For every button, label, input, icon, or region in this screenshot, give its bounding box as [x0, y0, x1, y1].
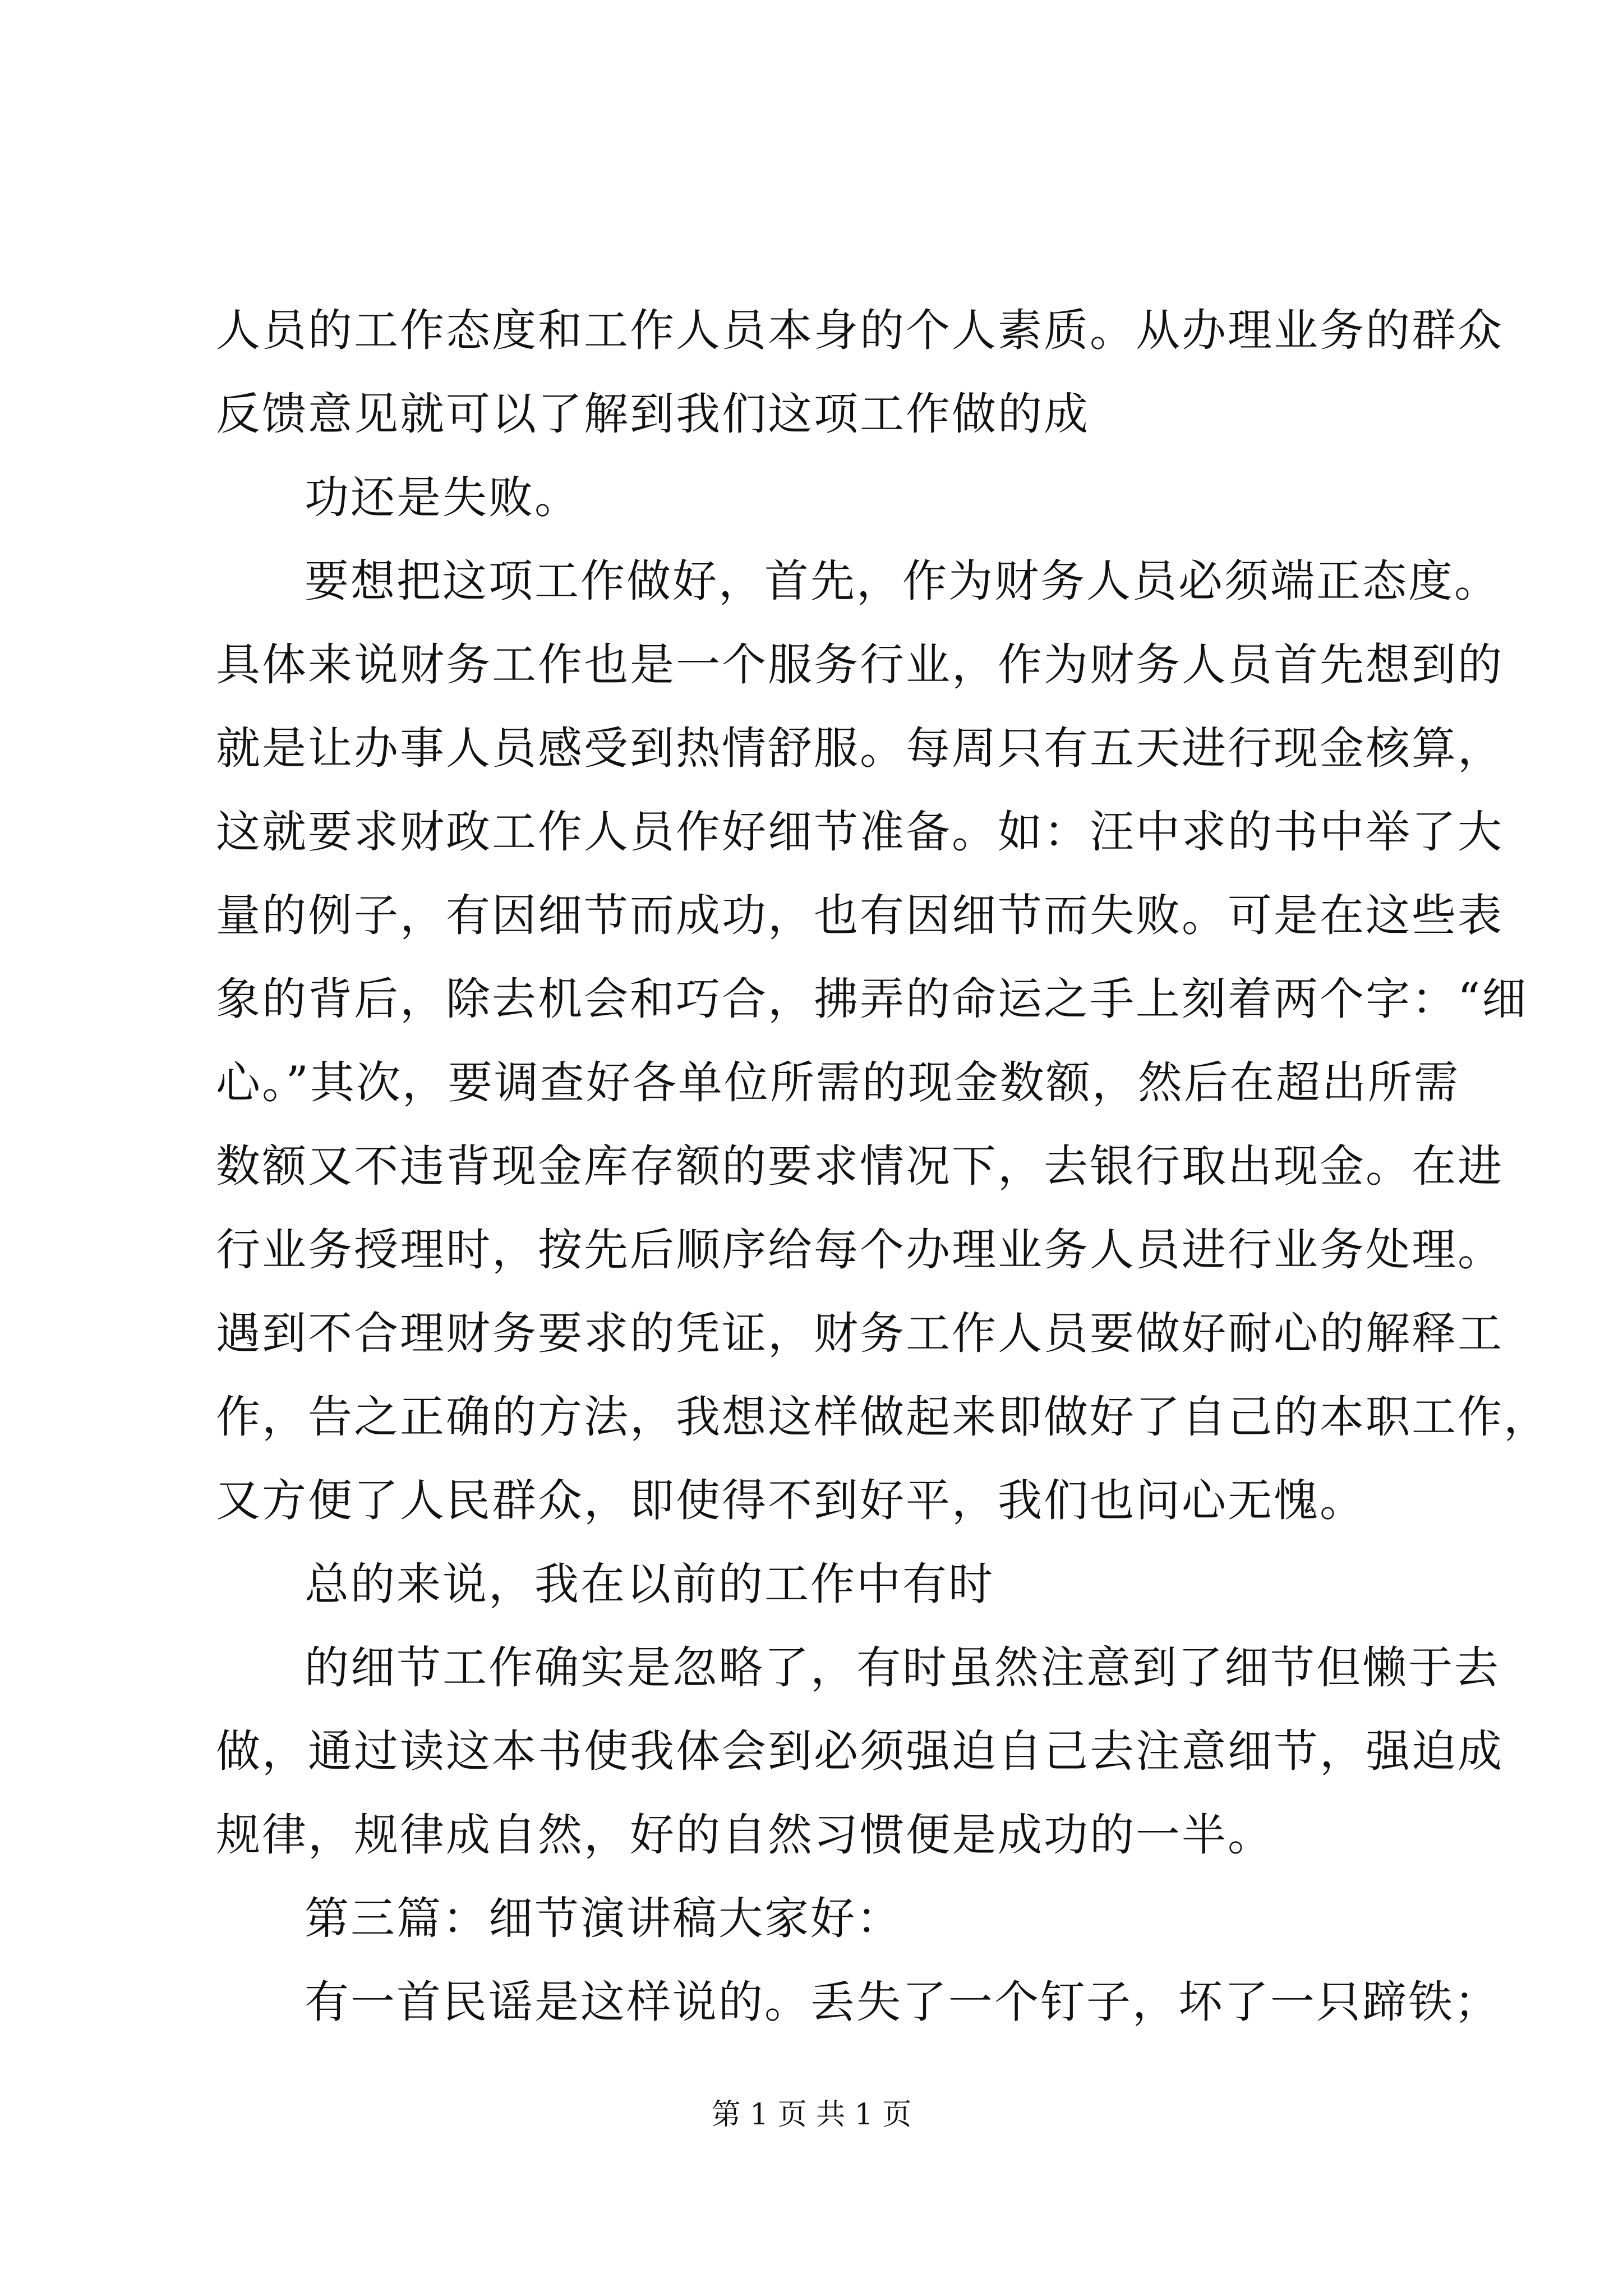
text-line: 作，告之正确的方法，我想这样做起来即做好了自己的本职工作， — [216, 1391, 1550, 1443]
text-line: 数额又不违背现金库存额的要求情况下，去银行取出现金。在进 — [216, 1140, 1504, 1192]
text-line: 行业务授理时，按先后顺序给每个办理业务人员进行业务处理。 — [216, 1224, 1504, 1276]
text-line: 这就要求财政工作人员作好细节准备。如：汪中求的书中举了大 — [216, 806, 1504, 858]
text-line: 象的背后，除去机会和巧合，拂弄的命运之手上刻着两个字：“细 — [216, 973, 1528, 1025]
text-line: 又方便了人民群众，即使得不到好平，我们也问心无愧。 — [216, 1475, 1366, 1526]
text-line: 功还是失败。 — [305, 472, 580, 523]
section-heading: 第三篇：细节演讲稿大家好： — [305, 1893, 902, 1944]
text-line: 的细节工作确实是忽略了，有时虽然注意到了细节但懒于去 — [305, 1642, 1500, 1694]
text-line: 遇到不合理财务要求的凭证，财务工作人员要做好耐心的解释工 — [216, 1308, 1504, 1359]
document-body — [216, 289, 1550, 2044]
text-line: 量的例子，有因细节而成功，也有因细节而失败。可是在这些表 — [216, 890, 1504, 941]
text-line: 做，通过读这本书使我体会到必须强迫自己去注意细节，强迫成 — [216, 1726, 1504, 1777]
text-line: 总的来说，我在以前的工作中有时 — [305, 1558, 994, 1610]
text-line: 具体来说财务工作也是一个服务行业，作为财务人员首先想到的 — [216, 639, 1504, 691]
page-number-footer: 第 1 页 共 1 页 — [711, 2098, 912, 2132]
text-line: 有一首民谣是这样说的。丢失了一个钉子，坏了一只蹄铁； — [305, 1976, 1500, 2028]
text-line: 规律，规律成自然，好的自然习惯便是成功的一半。 — [216, 1809, 1274, 1861]
text-line: 反馈意见就可以了解到我们这项工作做的成 — [216, 388, 1090, 440]
text-line: 要想把这项工作做好，首先，作为财务人员必须端正态度。 — [305, 555, 1500, 607]
text-line: 心。”其次，要调查好各单位所需的现金数额，然后在超出所需 — [216, 1057, 1460, 1108]
text-line: 人员的工作态度和工作人员本身的个人素质。从办理业务的群众 — [216, 305, 1504, 356]
text-line: 就是让办事人员感受到热情舒服。每周只有五天进行现金核算， — [216, 723, 1504, 774]
